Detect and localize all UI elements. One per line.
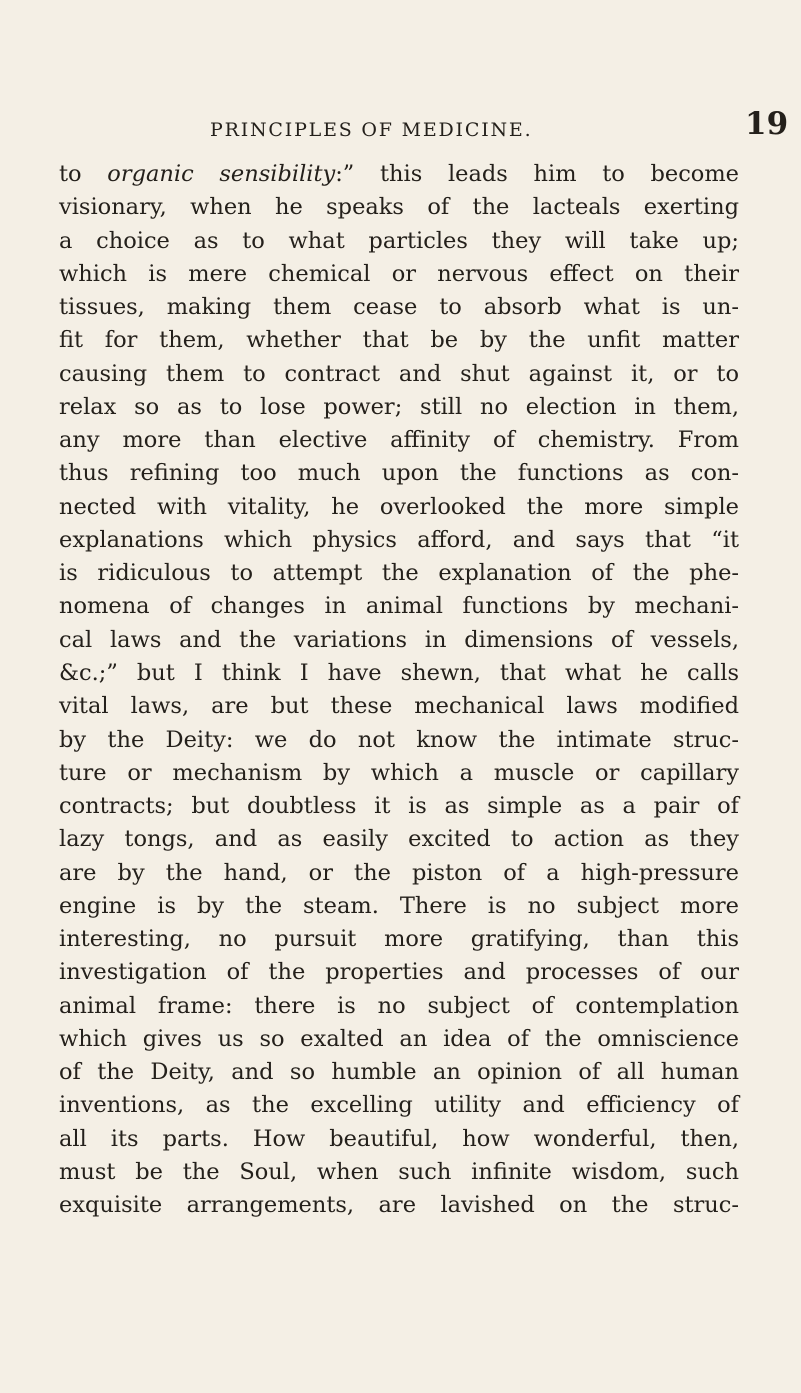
text-line: vital laws, are but these mechanical laws modified: [59, 693, 739, 720]
text-line: thus refining too much upon the functions as con-: [59, 460, 739, 487]
text-line: interesting, no pursuit more gratifying, than this: [59, 926, 739, 953]
text-line: nected with vitality, he overlooked the more simple: [59, 493, 739, 520]
text-line: a choice as to what particles they will take up;: [59, 227, 739, 254]
text-line-start: to: [59, 161, 108, 187]
running-title: PRINCIPLES OF MEDICINE.: [210, 119, 533, 141]
text-line: visionary, when he speaks of the lacteals exerting: [59, 194, 739, 221]
text-line: any more than elective affinity of chemistry. From: [59, 427, 739, 454]
text-line: ture or mechanism by which a muscle or capillary: [59, 759, 739, 786]
text-line: inventions, as the excelling utility and efficiency of: [59, 1092, 739, 1119]
text-line: are by the hand, or the piston of a high-pressure: [59, 859, 739, 886]
text-line: fit for them, whether that be by the unfit matter: [59, 327, 739, 354]
text-line: animal frame: there is no subject of contemplation: [59, 992, 739, 1019]
text-line: lazy tongs, and as easily excited to action as they: [59, 826, 739, 853]
text-line: [59, 158, 739, 191]
text-line: relax so as to lose power; still no election in them,: [59, 393, 739, 420]
text-line: exquisite arrangements, are lavished on the struc-: [59, 1192, 739, 1219]
text-line: explanations which physics afford, and says that “it: [59, 526, 739, 553]
text-line: &c.;” but I think I have shewn, that what he calls: [59, 659, 739, 686]
text-line: must be the Soul, when such infinite wisdom, such: [59, 1158, 739, 1185]
text-line: investigation of the properties and processes of our: [59, 959, 739, 986]
body-text: [59, 158, 739, 1223]
text-line: by the Deity: we do not know the intimate struc-: [59, 726, 739, 753]
text-line: cal laws and the variations in dimensions of vessels,: [59, 626, 739, 653]
text-line: engine is by the steam. There is no subject more: [59, 892, 739, 919]
italic-phrase: organic sensibility: [107, 161, 336, 187]
text-line: causing them to contract and shut against it, or to: [59, 360, 739, 387]
text-line: nomena of changes in animal functions by mechani-: [59, 593, 739, 620]
text-line: tissues, making them cease to absorb what is un-: [59, 294, 739, 321]
text-line: which gives us so exalted an idea of the omniscience: [59, 1025, 739, 1052]
text-line: which is mere chemical or nervous effect on their: [59, 260, 739, 287]
text-line-end: :” this leads him to become: [335, 161, 739, 187]
text-line: is ridiculous to attempt the explanation of the phe-: [59, 560, 739, 587]
running-head: [210, 106, 801, 146]
text-line: of the Deity, and so humble an opinion of all human: [59, 1059, 739, 1086]
text-line: all its parts. How beautiful, how wonderful, then,: [59, 1125, 739, 1152]
page-number: 19: [745, 106, 789, 142]
text-line: contracts; but doubtless it is as simple as a pair of: [59, 793, 739, 820]
